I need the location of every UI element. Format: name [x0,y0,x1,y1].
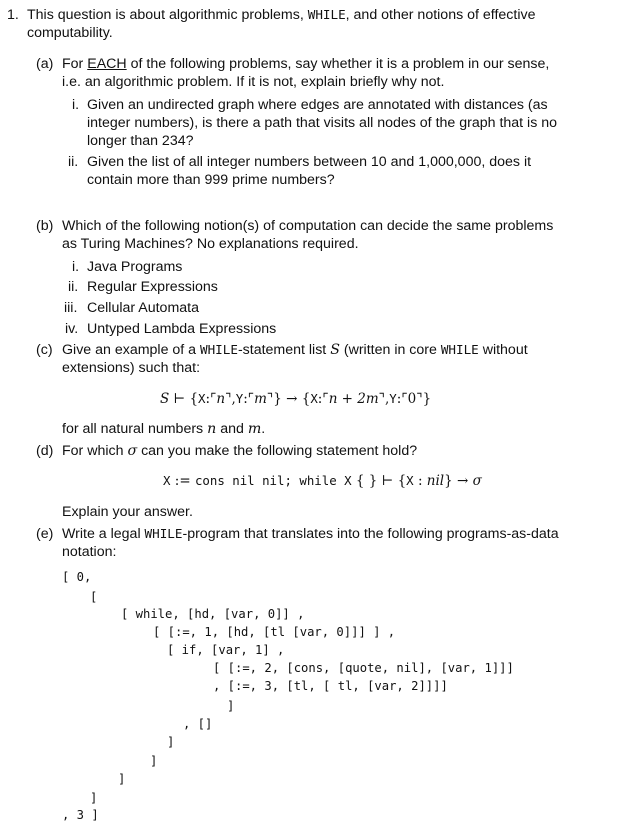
part-c-after-and: and [216,421,248,437]
eq-c-m: m [254,391,267,407]
part-b-line1: Which of the following notion(s) of computation can decide the same problems [62,218,554,234]
part-a-item-ii-line2: contain more than 999 prime numbers? [87,172,335,188]
eq-d-open: { [397,473,407,489]
intro-text-a: This question is about algorithmic problems, [27,7,308,23]
part-e-line1 [62,525,559,544]
part-c-label: (c) [36,342,53,358]
part-a-emphasis: EACH [87,56,127,72]
eq-d-code: cons nil nil; while X [194,473,352,488]
eq-d-close: } [444,473,453,489]
question-number: 1. [7,7,19,23]
eq-c-rq-3: ⌝ [378,391,385,407]
part-d-explain: Explain your answer. [62,504,193,520]
part-b-item-iii-label: iii. [64,300,78,316]
part-e-label: (e) [36,526,54,542]
part-c-after-m: m [247,421,262,437]
part-d-equation [163,472,482,491]
eq-d-x-2: X [406,473,414,488]
code-line: ] [167,735,175,749]
code-line: , 3 ] [62,808,99,822]
question-intro-line2: computability. [27,25,113,41]
part-d-text-b: can you make the following statement hold? [137,443,418,459]
code-line: ] [90,791,98,805]
part-c-text-c: (written in core [339,342,441,358]
eq-c-rq-4: ⌝ [416,391,423,407]
part-c-text-d: without [478,342,528,358]
eq-d-arrow: → [457,473,469,489]
part-b-item-ii-label: ii. [68,279,79,295]
part-e-code-while: WHILE [144,526,183,541]
eq-c-s: S [160,391,170,407]
part-c-text-a: Give an example of a [62,342,201,358]
part-a-item-i-line3: longer than 234? [87,133,194,149]
code-line: [ while, [hd, [var, 0]] , [121,607,305,621]
part-b-item-i-label: i. [72,259,80,275]
eq-c-rq-2: ⌝ [266,391,274,407]
part-c-after-n: n [207,421,217,437]
part-a-item-i-line1: Given an undirected graph where edges are annotated with distances (as [87,97,548,113]
eq-c-comma-2: , [385,391,390,407]
question-intro-line1 [27,6,535,25]
part-c-text-b: -statement list [237,342,331,358]
eq-c-close-1: } [273,391,282,407]
part-a-line1 [62,55,549,74]
part-b-item-iv-label: iv. [65,321,79,337]
eq-c-zero: 0 [407,391,417,407]
eq-c-y-2: Y [389,391,397,406]
eq-c-lq-2: ⌜ [247,391,255,407]
part-e-text-b: -program that translates into the following programs-as-data [182,526,559,542]
eq-d-nil: nil [426,473,445,489]
part-c-line1 [62,341,528,360]
eq-c-lq-4: ⌜ [401,391,408,407]
eq-c-turnstile: ⊢ [173,391,186,407]
intro-code-while: WHILE [307,7,346,22]
code-line: [ 0, [62,570,92,584]
part-d-label: (d) [36,443,54,459]
part-d-line1 [62,442,417,461]
part-b-line2: as Turing Machines? No explanations required. [62,236,359,252]
eq-d-braces: { } [355,473,378,489]
part-a-line2: i.e. an algorithmic problem. If it is not, explain briefly why not. [62,74,445,90]
part-a-label: (a) [36,56,54,72]
eq-c-open-2: { [301,391,311,407]
part-d-sigma: σ [127,443,138,459]
part-e-line2: notation: [62,544,117,560]
eq-d-assign: := [174,473,191,489]
eq-c-n-plus-2m: n + 2m [328,391,379,407]
part-a-text-b: of the following problems, say whether it is a problem in our sense, [126,56,550,72]
eq-c-lq-3: ⌜ [322,391,329,407]
eq-c-rq-1: ⌝ [225,391,232,407]
code-line: [ if, [var, 1] , [167,643,285,657]
part-c-var-s: S [330,342,340,358]
eq-c-comma-1: , [231,391,236,407]
part-e-text-a: Write a legal [62,526,145,542]
eq-c-close-2: } [422,391,432,407]
part-c-after-dot: . [261,421,266,437]
part-c-code-while-2: WHILE [440,342,479,357]
code-line: [ [:=, 1, [hd, [tl [var, 0]]] ] , [153,625,396,639]
eq-d-turnstile: ⊢ [381,473,394,489]
eq-c-n: n [216,391,226,407]
part-b-item-ii-text: Regular Expressions [87,279,218,295]
code-line: , [] [183,717,213,731]
eq-d-x: X [163,473,171,488]
part-a-item-ii-line1: Given the list of all integer numbers between 10 and 1,000,000, does it [87,154,532,170]
eq-d-colon: : [417,473,423,489]
part-c-after-text: for all natural numbers [62,421,208,437]
intro-text-b: , and other notions of effective [345,7,536,23]
part-b-item-iv-text: Untyped Lambda Expressions [87,321,277,337]
part-c-equation [160,390,431,409]
eq-c-colon-3: : [317,391,323,407]
eq-c-colon-4: : [396,391,402,407]
part-c-code-while: WHILE [200,342,238,357]
eq-c-colon-2: : [243,391,248,407]
part-b-label: (b) [36,218,54,234]
part-a-item-i-label: i. [72,97,80,113]
code-line: , [:=, 3, [tl, [ tl, [var, 2]]]] [213,679,448,693]
part-b-item-iii-text: Cellular Automata [87,300,199,316]
eq-d-sigma: σ [472,473,482,489]
code-line: ] [150,754,158,768]
part-a-item-ii-label: ii. [68,154,79,170]
part-a-item-i-line2: integer numbers), is there a path that visits all nodes of the graph that is no [87,115,558,131]
eq-c-colon-1: : [205,391,211,407]
part-d-text-a: For which [62,443,128,459]
code-line: [ [:=, 2, [cons, [quote, nil], [var, 1]]] [213,661,514,675]
code-line: [ [90,590,98,604]
eq-c-arrow: → [286,391,298,407]
eq-c-y: Y [235,391,244,406]
part-a-text-a: For [62,56,88,72]
part-c-line2: extensions) such that: [62,360,201,376]
part-b-item-i-text: Java Programs [87,259,183,275]
part-c-after [62,420,265,439]
eq-c-lq-1: ⌜ [210,391,217,407]
eq-c-open: { [189,391,199,407]
code-line: ] [227,699,235,713]
eq-c-x: X [198,391,206,406]
eq-c-x-2: X [310,391,318,406]
code-line: ] [118,772,126,786]
